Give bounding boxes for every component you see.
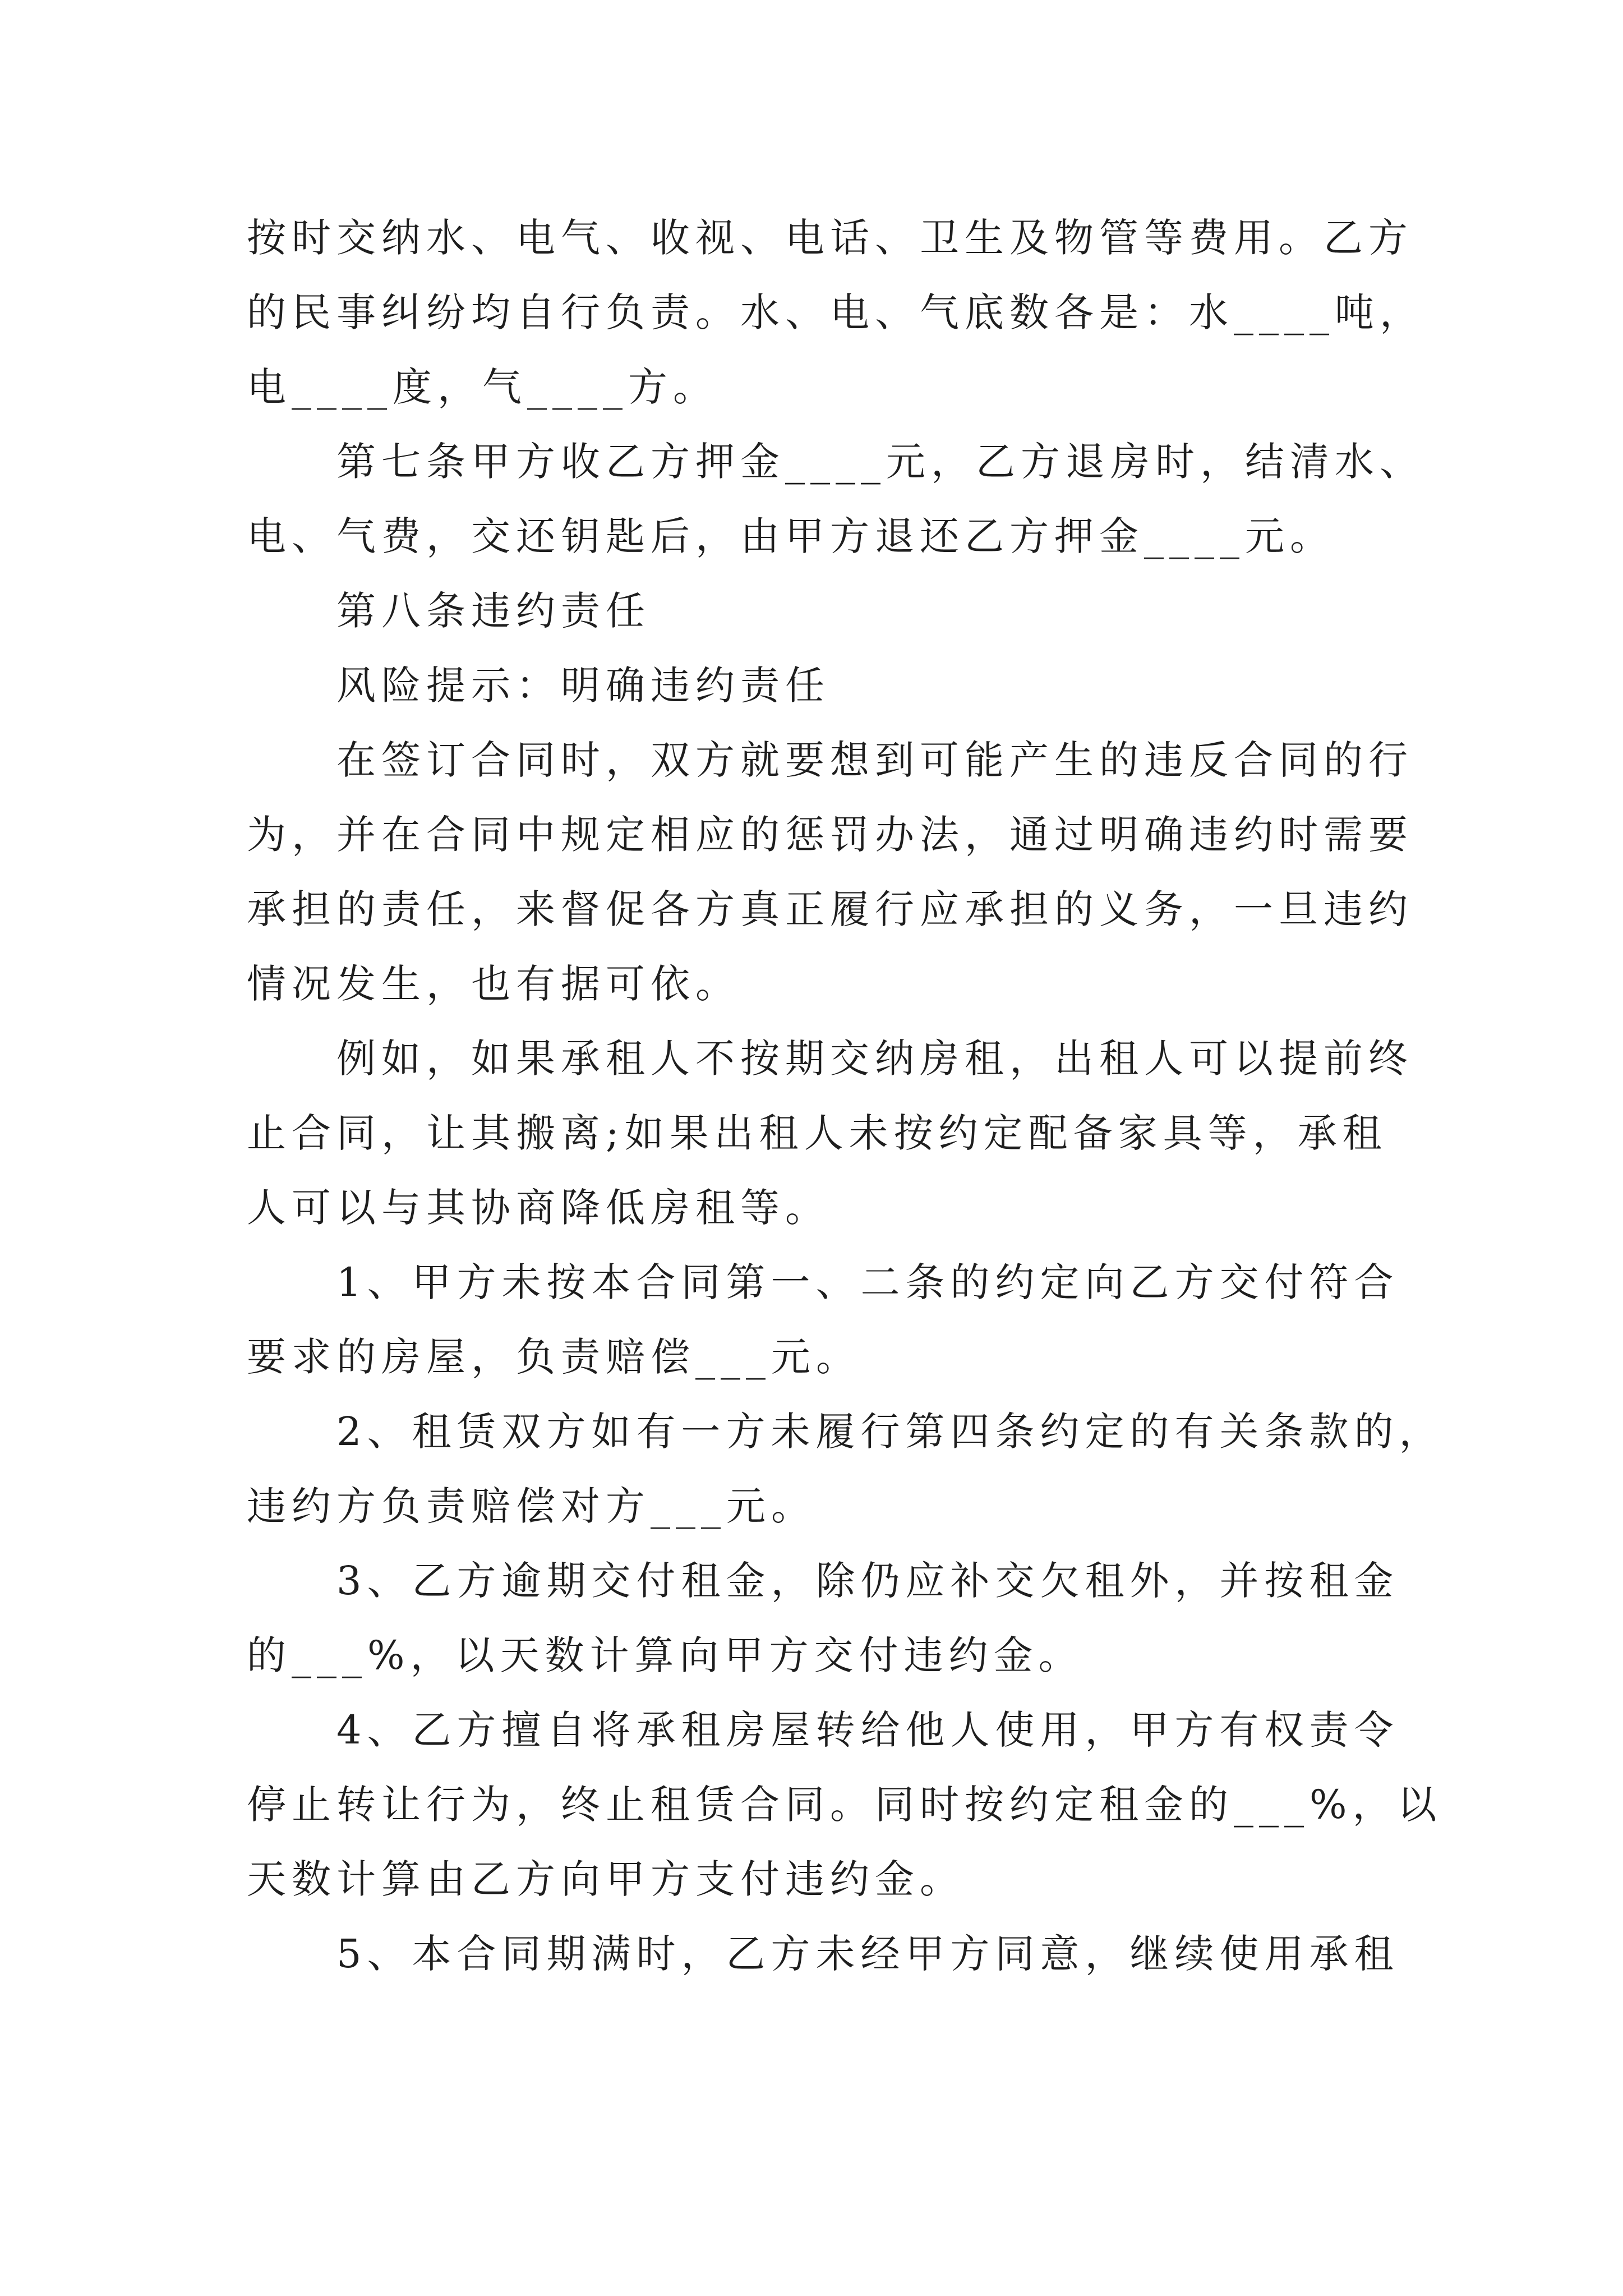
- text-line: 电、气费，交还钥匙后，由甲方退还乙方押金____元。: [247, 513, 1335, 559]
- document-body: [247, 201, 1444, 1991]
- text-line: 第七条甲方收乙方押金____元，乙方退房时，结清水、: [336, 439, 1424, 485]
- clause-item: 1、甲方未按本合同第一、二条的约定向乙方交付符合: [336, 1259, 1399, 1305]
- text-line: 的民事纠纷均自行负责。水、电、气底数各是：水____吨，: [247, 289, 1424, 335]
- text-line: 天数计算由乙方向甲方支付违约金。: [247, 1856, 965, 1902]
- text-line: 在签订合同时，双方就要想到可能产生的违反合同的行: [336, 737, 1413, 783]
- text-line: 要求的房屋，负责赔偿___元。: [247, 1334, 861, 1380]
- text-line: 情况发生，也有据可依。: [247, 961, 740, 1007]
- clause-item: 3、乙方逾期交付租金，除仍应补交欠租外，并按租金: [336, 1558, 1399, 1604]
- clause-item: 2、租赁双方如有一方未履行第四条约定的有关条款的，: [336, 1409, 1444, 1455]
- text-line: 违约方负责赔偿对方___元。: [247, 1483, 816, 1529]
- text-line: 止合同，让其搬离;如果出租人未按约定配备家具等，承租: [247, 1110, 1387, 1156]
- text-line: 停止转让行为，终止租赁合同。同时按约定租金的___%，以: [247, 1782, 1442, 1828]
- text-line: 例如，如果承租人不按期交纳房租，出租人可以提前终: [336, 1036, 1413, 1082]
- clause-item: 4、乙方擅自将承租房屋转给他人使用，甲方有权责令: [336, 1707, 1399, 1753]
- text-line: 按时交纳水、电气、收视、电话、卫生及物管等费用。乙方: [247, 215, 1413, 261]
- risk-tip: 风险提示：明确违约责任: [336, 662, 830, 708]
- clause-item: 5、本合同期满时，乙方未经甲方同意，继续使用承租: [336, 1931, 1399, 1977]
- text-line: 承担的责任，来督促各方真正履行应承担的义务，一旦违约: [247, 886, 1413, 932]
- text-line: 电____度，气____方。: [247, 364, 718, 410]
- text-line: 的___%，以天数计算向甲方交付违约金。: [247, 1632, 1083, 1678]
- text-line: 人可以与其协商降低房租等。: [247, 1185, 830, 1231]
- text-line: 为，并在合同中规定相应的惩罚办法，通过明确违约时需要: [247, 812, 1413, 858]
- section-heading: 第八条违约责任: [336, 588, 651, 634]
